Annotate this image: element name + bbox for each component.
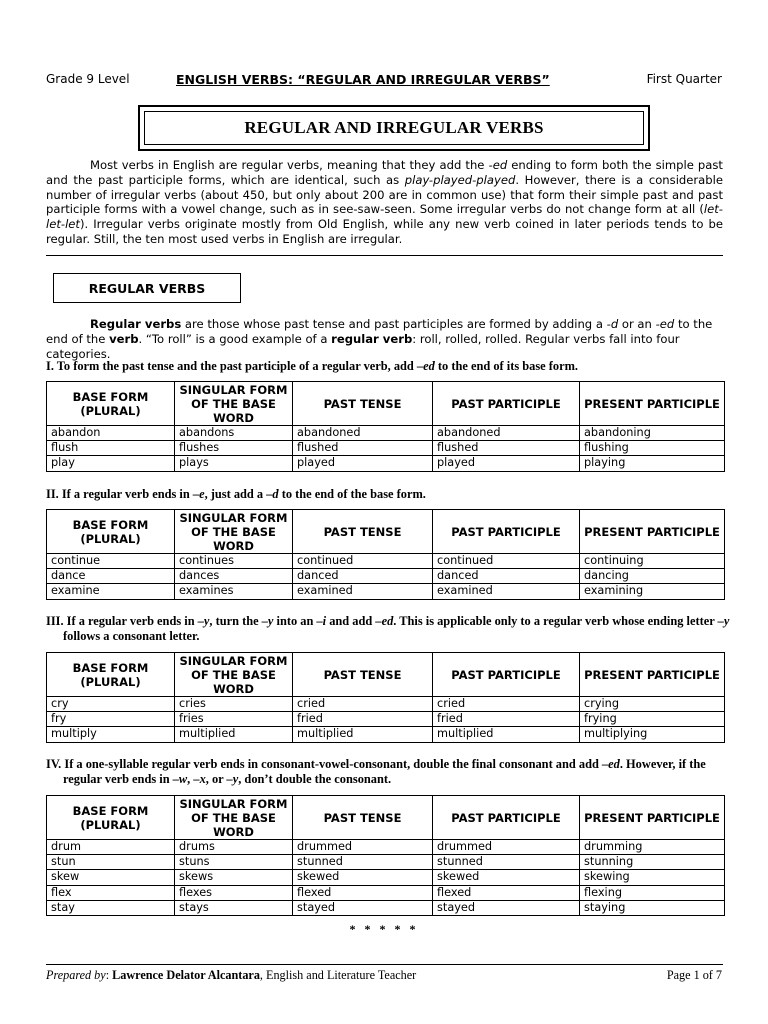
table-cell: abandoning xyxy=(580,426,725,441)
column-header: PAST PARTICIPLE xyxy=(433,796,580,840)
prepared-colon: : xyxy=(105,968,113,982)
table-cell: abandon xyxy=(47,426,175,441)
table-cell: drums xyxy=(175,840,293,855)
rule-suffix: –e xyxy=(192,487,205,501)
page-number: Page 1 of 7 xyxy=(666,968,722,982)
page-title: REGULAR AND IRREGULAR VERBS xyxy=(144,111,644,145)
table-cell: examined xyxy=(433,584,580,599)
column-header: PAST PARTICIPLE xyxy=(433,382,580,426)
table-cell: flexing xyxy=(580,885,725,900)
definition-text: . “To roll” is a good example of a xyxy=(138,331,332,346)
column-header: SINGULAR FORM OF THE BASE WORD xyxy=(175,653,293,697)
rule-suffix: –y xyxy=(717,614,730,628)
table-cell: skews xyxy=(175,870,293,885)
term-verb: verb xyxy=(109,331,139,346)
rule-text: II. If a regular verb ends in xyxy=(46,487,193,501)
grade-level: Grade 9 Level xyxy=(46,72,130,86)
verb-table-3 xyxy=(46,652,725,743)
table-cell: flushed xyxy=(433,441,580,456)
table-cell: flushed xyxy=(293,441,433,456)
table-row xyxy=(47,456,725,471)
table-cell: cried xyxy=(293,697,433,712)
table-cell: continue xyxy=(47,554,175,569)
table-cell: drum xyxy=(47,840,175,855)
rule-text: , or xyxy=(205,772,227,786)
table-cell: examines xyxy=(175,584,293,599)
table-cell: drummed xyxy=(293,840,433,855)
table-cell: fries xyxy=(175,712,293,727)
column-header: PRESENT PARTICIPLE xyxy=(580,510,725,554)
regular-verbs-definition xyxy=(46,317,723,361)
table-row xyxy=(47,885,725,900)
table-cell: flexed xyxy=(293,885,433,900)
table-row xyxy=(47,697,725,712)
table-cell: fried xyxy=(433,712,580,727)
column-header: PAST TENSE xyxy=(293,796,433,840)
table-row xyxy=(47,554,725,569)
rule-text: to the end of the base form. xyxy=(278,487,426,501)
author-credit xyxy=(46,968,416,983)
column-header: SINGULAR FORM OF THE BASE WORD xyxy=(175,796,293,840)
table-header xyxy=(47,510,725,554)
table-cell: stunned xyxy=(293,855,433,870)
table-cell: skewing xyxy=(580,870,725,885)
table-cell: drumming xyxy=(580,840,725,855)
column-header: PAST TENSE xyxy=(293,382,433,426)
rule-suffix: –d xyxy=(266,487,279,501)
section-label: REGULAR VERBS xyxy=(88,280,206,296)
verb-table-1 xyxy=(46,381,725,472)
table-body xyxy=(47,426,725,472)
rule-text: to the end of its base form. xyxy=(434,359,578,373)
table-row xyxy=(47,900,725,915)
table-header-row xyxy=(47,510,725,554)
definition-text: or an xyxy=(618,317,656,331)
section-end-stars: * * * * * xyxy=(349,922,419,936)
rule-text: into an xyxy=(273,614,317,628)
table-cell: flushes xyxy=(175,441,293,456)
title-box xyxy=(138,105,650,151)
column-header: SINGULAR FORM OF THE BASE WORD xyxy=(175,510,293,554)
table-cell: flexes xyxy=(175,885,293,900)
column-header: BASE FORM (PLURAL) xyxy=(47,510,175,554)
footer-divider xyxy=(46,964,723,965)
column-header: PAST PARTICIPLE xyxy=(433,510,580,554)
table-cell: frying xyxy=(580,712,725,727)
rule-suffix: –y xyxy=(226,772,239,786)
prepared-by-label: Prepared by xyxy=(46,968,106,982)
table-cell: played xyxy=(433,456,580,471)
column-header: BASE FORM (PLURAL) xyxy=(47,382,175,426)
table-cell: flush xyxy=(47,441,175,456)
definition-text: are those whose past tense and past participles are formed by adding a xyxy=(181,317,607,331)
table-cell: examined xyxy=(293,584,433,599)
author-name: Lawrence Delator Alcantara xyxy=(112,968,260,982)
table-cell: skewed xyxy=(433,870,580,885)
rule-text: IV. If a one-syllable regular verb ends in consonant-vowel-consonant, double the final consonant and add xyxy=(46,757,602,771)
column-header: SINGULAR FORM OF THE BASE WORD xyxy=(175,382,293,426)
table-cell: continued xyxy=(293,554,433,569)
table-cell: multiply xyxy=(47,727,175,742)
table-cell: played xyxy=(293,456,433,471)
table-header-row xyxy=(47,382,725,426)
table-cell: playing xyxy=(580,456,725,471)
column-header: BASE FORM (PLURAL) xyxy=(47,796,175,840)
column-header: PRESENT PARTICIPLE xyxy=(580,382,725,426)
table-row xyxy=(47,855,725,870)
table-cell: cried xyxy=(433,697,580,712)
table-cell: danced xyxy=(433,569,580,584)
rule-text: , turn the xyxy=(209,614,262,628)
table-cell: stays xyxy=(175,900,293,915)
table-row xyxy=(47,569,725,584)
quarter-label: First Quarter xyxy=(646,72,722,86)
definition-text: : roll, rolled, rolled. Regular verbs fall into four categories. xyxy=(46,331,680,361)
table-cell: continues xyxy=(175,554,293,569)
rule-suffix: –w xyxy=(172,772,188,786)
column-header: PAST TENSE xyxy=(293,510,433,554)
table-cell: abandons xyxy=(175,426,293,441)
table-row xyxy=(47,426,725,441)
term-regular-verbs: Regular verbs xyxy=(90,317,182,331)
table-cell: examining xyxy=(580,584,725,599)
column-header: PAST TENSE xyxy=(293,653,433,697)
table-row xyxy=(47,712,725,727)
table-cell: continued xyxy=(433,554,580,569)
table-row xyxy=(47,584,725,599)
suffix-d: -d xyxy=(606,317,619,331)
term-regular-verb: regular verb xyxy=(331,331,413,346)
intro-example: play-played-played xyxy=(404,172,516,187)
table-cell: multiplied xyxy=(293,727,433,742)
rule-3 xyxy=(46,614,740,644)
table-header-row xyxy=(47,653,725,697)
table-header xyxy=(47,796,725,840)
column-header: PRESENT PARTICIPLE xyxy=(580,653,725,697)
table-cell: fried xyxy=(293,712,433,727)
rule-suffix: –x xyxy=(193,772,206,786)
table-cell: stun xyxy=(47,855,175,870)
rule-4 xyxy=(46,757,740,787)
rule-text: III. If a regular verb ends in xyxy=(46,614,198,628)
table-cell: stayed xyxy=(433,900,580,915)
table-cell: drummed xyxy=(433,840,580,855)
table-row xyxy=(47,870,725,885)
table-cell: multiplying xyxy=(580,727,725,742)
table-row xyxy=(47,840,725,855)
table-cell: flex xyxy=(47,885,175,900)
table-cell: examine xyxy=(47,584,175,599)
column-header: PRESENT PARTICIPLE xyxy=(580,796,725,840)
verb-table-2 xyxy=(46,509,725,600)
rule-1 xyxy=(46,359,723,374)
table-cell: cries xyxy=(175,697,293,712)
table-header-row xyxy=(47,796,725,840)
table-cell: dancing xyxy=(580,569,725,584)
table-cell: stayed xyxy=(293,900,433,915)
rule-suffix: –ed xyxy=(601,757,620,771)
table-cell: abandoned xyxy=(433,426,580,441)
rule-text: , just add a xyxy=(204,487,267,501)
intro-ed-term: -ed xyxy=(488,158,508,172)
rule-suffix: –y xyxy=(261,614,274,628)
table-body xyxy=(47,697,725,743)
header-topic: ENGLISH VERBS: “REGULAR AND IRREGULAR VERBS” xyxy=(176,72,550,87)
rule-text: , don’t double the consonant. xyxy=(238,772,392,786)
table-body xyxy=(47,840,725,916)
rule-text: follows a consonant letter. xyxy=(63,629,200,643)
table-row xyxy=(47,441,725,456)
rule-2 xyxy=(46,487,723,502)
intro-let-example: let-let-let xyxy=(46,202,723,232)
table-cell: abandoned xyxy=(293,426,433,441)
table-cell: dance xyxy=(47,569,175,584)
table-cell: staying xyxy=(580,900,725,915)
column-header: PAST PARTICIPLE xyxy=(433,653,580,697)
page-header xyxy=(46,72,722,88)
table-cell: skew xyxy=(47,870,175,885)
rule-suffix: –ed xyxy=(375,614,394,628)
table-cell: play xyxy=(47,456,175,471)
author-role: , English and Literature Teacher xyxy=(259,968,417,982)
rule-text: and add xyxy=(326,614,376,628)
rule-suffix: –y xyxy=(197,614,210,628)
table-cell: flushing xyxy=(580,441,725,456)
table-cell: dances xyxy=(175,569,293,584)
table-body xyxy=(47,554,725,600)
intro-text: ). Irregular verbs originate mostly from Old English, while any new verb coined in later periods tends to be regular. Still, the ten most used verbs in English are irregular. xyxy=(46,217,723,246)
rule-text: , xyxy=(187,772,194,786)
table-cell: flexed xyxy=(433,885,580,900)
intro-text: ending to form both the simple past and the past participle forms, which are identical, such as xyxy=(46,158,723,187)
suffix-ed: -ed xyxy=(655,317,675,331)
table-cell: plays xyxy=(175,456,293,471)
section-label-box xyxy=(53,273,241,303)
table-cell: multiplied xyxy=(433,727,580,742)
intro-text: Most verbs in English are regular verbs, meaning that they add the xyxy=(90,158,489,172)
rule-suffix: –i xyxy=(316,614,327,628)
table-row xyxy=(47,727,725,742)
rule-suffix: –ed xyxy=(416,359,435,373)
section-divider xyxy=(46,255,723,256)
table-cell: stuns xyxy=(175,855,293,870)
rule-text: . This is applicable only to a regular verb whose ending letter xyxy=(393,614,718,628)
table-header xyxy=(47,382,725,426)
table-cell: stunned xyxy=(433,855,580,870)
intro-paragraph xyxy=(46,158,723,247)
intro-text: . However, there is a considerable number of irregular verbs (about 450, but only about 200 are in common use) that form their simple past and past participle forms with a vowel change, such as in see-saw-seen. Some irregular verbs do not change form at all ( xyxy=(46,172,723,217)
table-cell: fry xyxy=(47,712,175,727)
table-cell: cry xyxy=(47,697,175,712)
definition-text: to the end of the xyxy=(46,317,713,346)
rule-text: I. To form the past tense and the past participle of a regular verb, add xyxy=(46,359,417,373)
table-cell: stunning xyxy=(580,855,725,870)
rule-text: . However, if the regular verb ends in xyxy=(63,757,706,786)
table-cell: skewed xyxy=(293,870,433,885)
verb-table-4 xyxy=(46,795,725,916)
table-cell: crying xyxy=(580,697,725,712)
table-header xyxy=(47,653,725,697)
table-cell: danced xyxy=(293,569,433,584)
column-header: BASE FORM (PLURAL) xyxy=(47,653,175,697)
table-cell: multiplied xyxy=(175,727,293,742)
table-cell: continuing xyxy=(580,554,725,569)
table-cell: stay xyxy=(47,900,175,915)
